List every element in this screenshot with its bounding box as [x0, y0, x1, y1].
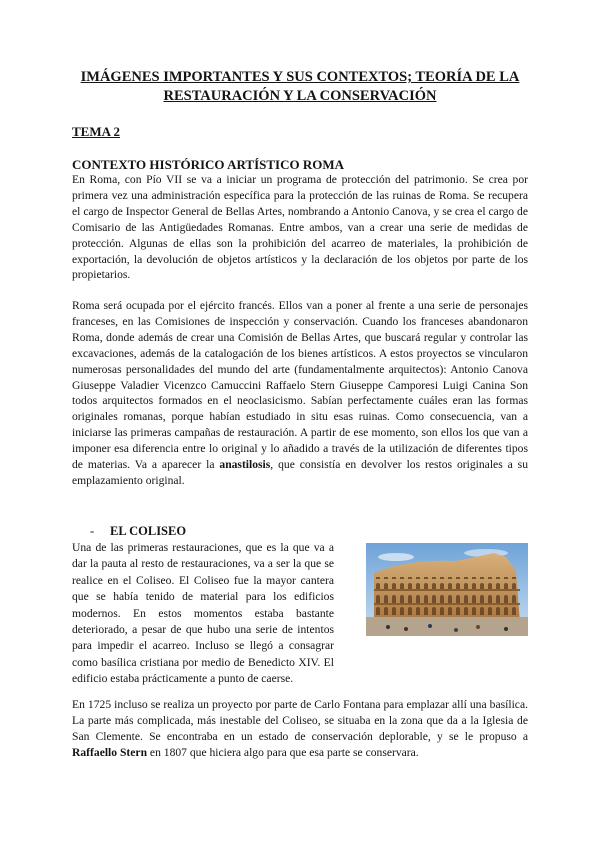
coliseo-heading-label: EL COLISEO — [110, 524, 187, 538]
paragraph-ocupacion — [72, 298, 528, 489]
paragraph-fontana — [72, 697, 528, 761]
paragraph-ocupacion-text: Roma será ocupada por el ejército francés. Ellos van a poner al frente a una serie de personajes franceses, en las Comisiones de inspección y conservación. Cuando los franceses abandonaron Roma, donde además de crear una Comisión de Bellas Artes, que buscará regular y controlar las excavaciones, además de la catalogación de los bienes artísticos. A estos proyectos se vincularon numerosas personalidades del mundo del arte (fundamentalmente arquitectos): Antonio Canova Giuseppe Valadier Vicenzco Camuccini Raffaelo Stern Giuseppe Camporesi Luigi Canina Son todos arquitectos formados en el neoclasicismo. Sabían perfectamente cuáles eran las formas originales romanas, porque habían estudiado in situ esas ruinas. Como consecuencia, van a iniciarse las primeras campañas de restauración. A partir de ese momento, son ellos los que van a imponer esa diferencia entre lo original y lo añadido a través de la utilización de diferentes tipos de materias. Va a aparecer la — [72, 299, 528, 472]
tema-label: TEMA 2 — [72, 124, 121, 139]
section-heading: CONTEXTO HISTÓRICO ARTÍSTICO ROMA — [72, 157, 344, 172]
raffaello-stern-name: Raffaello Stern — [72, 745, 148, 759]
paragraph-fontana-text: En 1725 incluso se realiza un proyecto por parte de Carlo Fontana para emplazar allí una basílica. La parte más complicada, más inestable del Coliseo, se situaba en la zona que da a la Iglesia de San Clemente. Se encontraba en un estado de conservación deplorable, y se le propuso a — [72, 698, 528, 743]
paragraph-coliseo: Una de las primeras restauraciones, que es la que va a dar la pauta al resto de restauraciones, va a ser la que se realice en el Coliseo. El Coliseo fue la mayor cantera que se había tenido de material para los edificios modernos. En estos momentos estaba bastante deteriorado, a pesar de que hubo una serie de intentos para impedir el acarreo. Incluso se llegó a consagrar como basílica cristiana por medio de Benedicto XIV. El edificio estaba prácticamente a punto de caerse. — [72, 541, 334, 686]
document-title: IMÁGENES IMPORTANTES Y SUS CONTEXTOS; TEORÍA DE LA RESTAURACIÓN Y LA CONSERVACIÓN — [80, 69, 520, 104]
list-dash: - — [90, 524, 95, 538]
anastilosis-term: anastilosis — [219, 458, 271, 472]
paragraph-proteccion: En Roma, con Pío VII se va a iniciar un programa de protección del patrimonio. Se crea por primera vez una administración específica para la protección de las ruinas de Roma. Se recupera el cargo de Inspector General de Bellas Artes, nombrando a Antonio Canova, y se crea el cargo de Comisario de las Antigüedades Romanas. Entre ambos, van a crear una serie de medidas de protección. Algunas de ellas son la prohibición del acarreo de materiales, la prohibición de exportación, la devolución de objetos artísticos y la declaración de los objetos por parte de los propietarios. — [72, 173, 528, 282]
colosseum-photo — [366, 543, 528, 636]
paragraph-fontana-end: en 1807 que hiciera algo para que esa parte se conservara. — [147, 745, 419, 759]
coliseo-heading — [90, 524, 186, 539]
paragraph-ocupacion-end: , que consistía en devolver los restos originales a su emplazamiento original. — [72, 458, 528, 487]
